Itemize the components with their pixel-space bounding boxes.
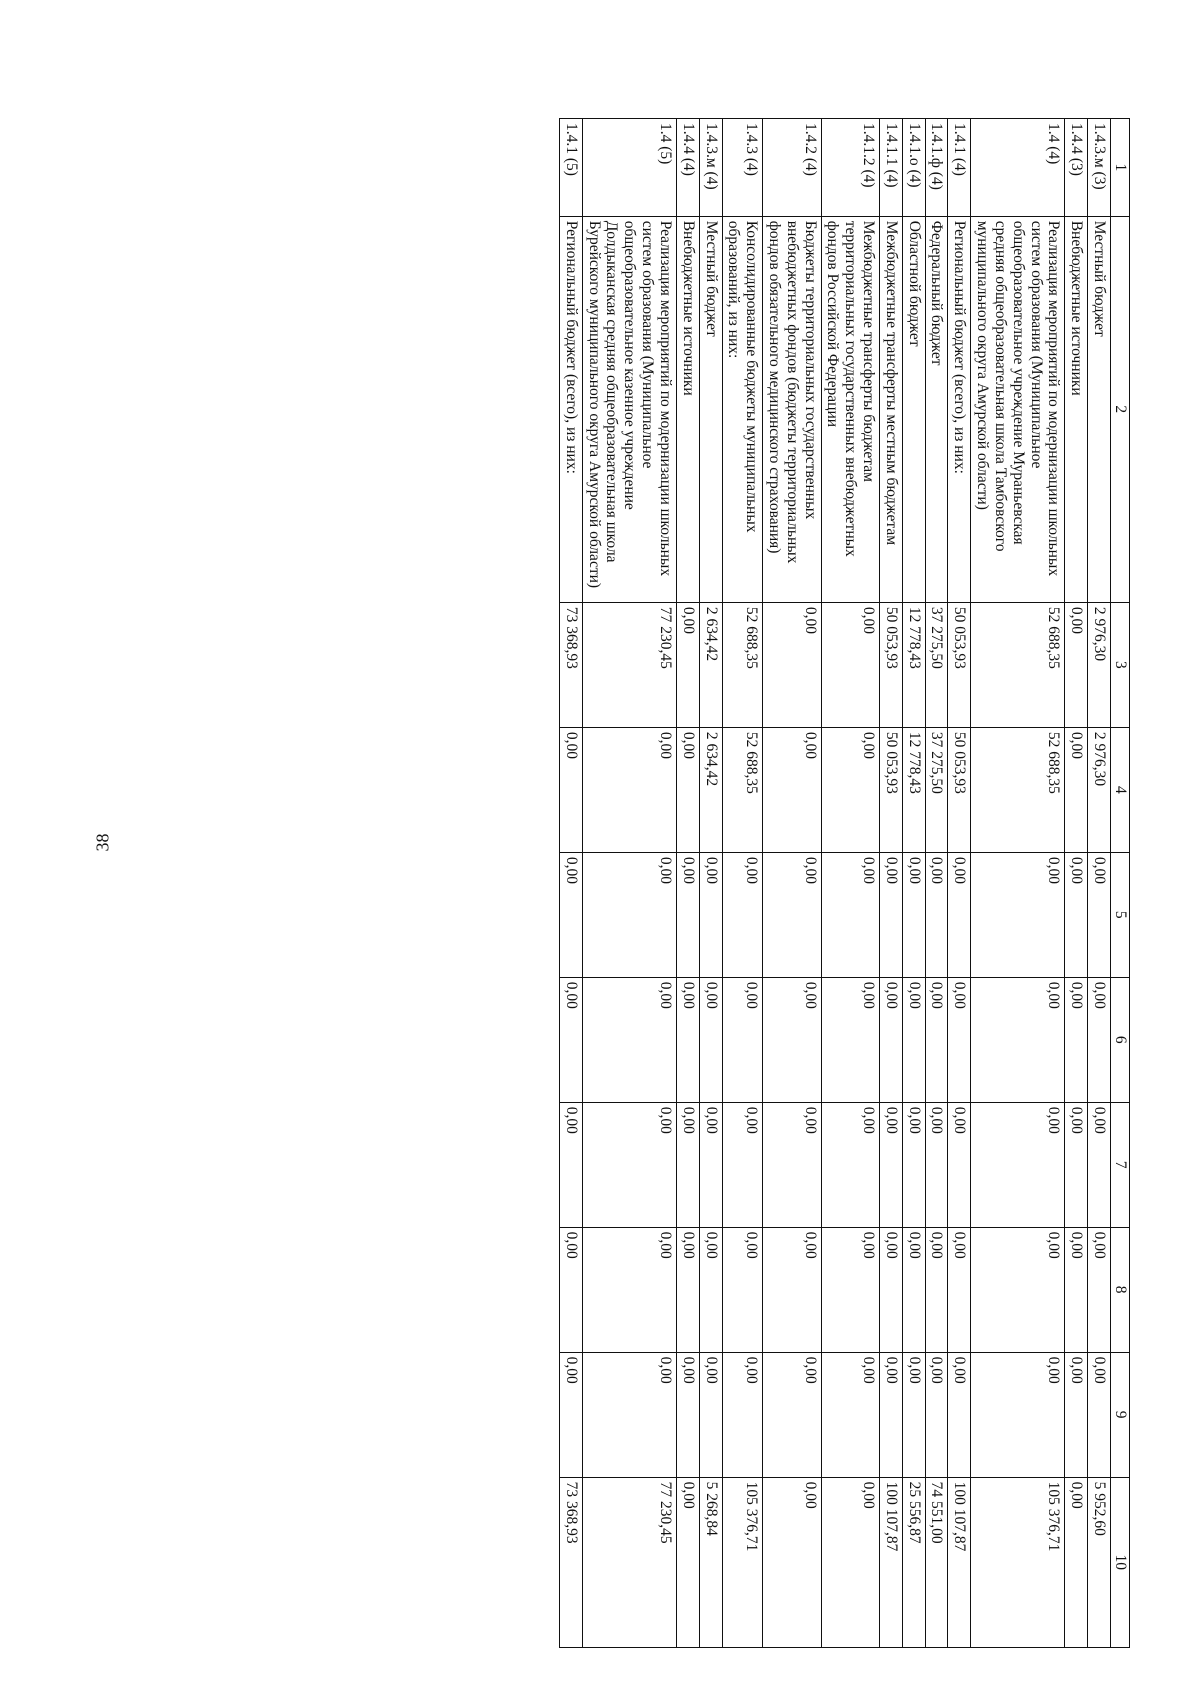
value-cell: 0,00 [722,977,763,1102]
value-cell: 0,00 [676,1102,699,1227]
value-cell: 50 053,93 [880,727,903,852]
header-row [1111,119,1130,1648]
value-cell: 0,00 [821,602,879,727]
value-cell: 0,00 [582,977,676,1102]
value-cell: 0,00 [925,1102,948,1227]
row-code: 1.4.4 (3) [1065,119,1088,217]
row-name: Местный бюджет [699,216,722,602]
value-cell: 52 688,35 [722,602,763,727]
value-cell: 0,00 [699,1352,722,1477]
value-cell: 50 053,93 [948,602,971,727]
table-row [1088,119,1111,1648]
column-header: 5 [1111,852,1130,977]
value-cell: 0,00 [1065,602,1088,727]
value-cell: 0,00 [1065,1227,1088,1352]
value-cell: 0,00 [902,1227,925,1352]
value-cell: 0,00 [1065,1477,1088,1647]
value-cell: 0,00 [1088,1102,1111,1227]
value-cell: 0,00 [722,1227,763,1352]
value-cell: 37 275,50 [925,727,948,852]
row-name: Реализация мероприятий по модернизации школьных систем образования (Муниципальное общеобразовательное учреждение Мураньевская средняя общеобразовательная школа Тамбовского муниципального округа Амурской области) [971,216,1065,602]
value-cell: 0,00 [880,1352,903,1477]
value-cell: 0,00 [676,1477,699,1647]
value-cell: 0,00 [560,1102,583,1227]
value-cell: 0,00 [560,1227,583,1352]
row-code: 1.4.1.1 (4) [880,119,903,217]
budget-table-container [185,118,1130,1648]
value-cell: 0,00 [880,1102,903,1227]
table-row [925,119,948,1648]
value-cell: 2 634,42 [699,727,722,852]
row-name: Областной бюджет [902,216,925,602]
value-cell: 0,00 [821,1352,879,1477]
value-cell: 0,00 [676,602,699,727]
value-cell: 0,00 [948,852,971,977]
value-cell: 0,00 [902,1352,925,1477]
column-header: 8 [1111,1227,1130,1352]
value-cell: 0,00 [948,1227,971,1352]
table-row [699,119,722,1648]
row-name: Консолидированные бюджеты муниципальных образований, из них: [722,216,763,602]
value-cell: 0,00 [971,852,1065,977]
value-cell: 5 268,84 [699,1477,722,1647]
value-cell: 100 107,87 [948,1477,971,1647]
table-row [971,119,1065,1648]
value-cell: 0,00 [925,852,948,977]
row-code: 1.4.2 (4) [763,119,821,217]
row-code: 1.4.4 (4) [676,119,699,217]
table-row [722,119,763,1648]
value-cell: 0,00 [1088,977,1111,1102]
value-cell: 0,00 [763,852,821,977]
row-code: 1.4.3 (4) [722,119,763,217]
value-cell: 0,00 [948,1352,971,1477]
row-name: Местный бюджет [1088,216,1111,602]
value-cell: 0,00 [763,1102,821,1227]
value-cell: 0,00 [699,1227,722,1352]
value-cell: 0,00 [821,852,879,977]
value-cell: 12 778,43 [902,602,925,727]
column-header: 4 [1111,727,1130,852]
value-cell: 0,00 [880,1227,903,1352]
value-cell: 52 688,35 [971,602,1065,727]
value-cell: 2 976,30 [1088,727,1111,852]
value-cell: 0,00 [699,852,722,977]
column-header: 10 [1111,1477,1130,1647]
table-body [560,119,1111,1648]
value-cell: 0,00 [1065,1102,1088,1227]
row-code: 1.4.3.м (3) [1088,119,1111,217]
value-cell: 50 053,93 [948,727,971,852]
column-header: 3 [1111,602,1130,727]
table-row [821,119,879,1648]
value-cell: 0,00 [763,602,821,727]
value-cell: 0,00 [902,977,925,1102]
value-cell: 0,00 [763,1227,821,1352]
row-name: Бюджеты территориальных государственных внебюджетных фондов (бюджеты территориальных фондов обязательного медицинского страхования) [763,216,821,602]
value-cell: 0,00 [971,1352,1065,1477]
value-cell: 52 688,35 [971,727,1065,852]
value-cell: 52 688,35 [722,727,763,852]
value-cell: 0,00 [582,1227,676,1352]
value-cell: 73 368,93 [560,602,583,727]
value-cell: 0,00 [1088,1352,1111,1477]
value-cell: 12 778,43 [902,727,925,852]
row-code: 1.4.3.м (4) [699,119,722,217]
column-header: 7 [1111,1102,1130,1227]
value-cell: 0,00 [560,977,583,1102]
value-cell: 0,00 [676,852,699,977]
value-cell: 5 952,60 [1088,1477,1111,1647]
table-row [880,119,903,1648]
table-row [948,119,971,1648]
value-cell: 0,00 [1088,852,1111,977]
value-cell: 100 107,87 [880,1477,903,1647]
value-cell: 0,00 [880,977,903,1102]
value-cell: 50 053,93 [880,602,903,727]
value-cell: 0,00 [763,1477,821,1647]
value-cell: 0,00 [948,1102,971,1227]
value-cell: 0,00 [560,852,583,977]
row-name: Внебюджетные источники [1065,216,1088,602]
row-name: Внебюджетные источники [676,216,699,602]
value-cell: 0,00 [821,1227,879,1352]
value-cell: 37 275,50 [925,602,948,727]
value-cell: 0,00 [880,852,903,977]
value-cell: 0,00 [821,1477,879,1647]
value-cell: 25 556,87 [902,1477,925,1647]
value-cell: 0,00 [821,1102,879,1227]
value-cell: 0,00 [676,727,699,852]
row-code: 1.4.1 (4) [948,119,971,217]
value-cell: 0,00 [1065,727,1088,852]
table-row [763,119,821,1648]
value-cell: 74 551,00 [925,1477,948,1647]
budget-table [559,118,1130,1648]
row-code: 1.4.1.ф (4) [925,119,948,217]
value-cell: 0,00 [722,852,763,977]
value-cell: 105 376,71 [722,1477,763,1647]
value-cell: 77 230,45 [582,1477,676,1647]
value-cell: 0,00 [1065,852,1088,977]
table-row [582,119,676,1648]
value-cell: 0,00 [676,977,699,1102]
column-header: 1 [1111,119,1130,217]
column-header: 6 [1111,977,1130,1102]
value-cell: 2 634,42 [699,602,722,727]
value-cell: 0,00 [582,1102,676,1227]
value-cell: 0,00 [902,1102,925,1227]
value-cell: 0,00 [763,977,821,1102]
value-cell: 0,00 [763,727,821,852]
page-number: 38 [92,833,113,852]
row-code: 1.4 (5) [582,119,676,217]
value-cell: 0,00 [1065,1352,1088,1477]
value-cell: 0,00 [582,727,676,852]
value-cell: 0,00 [948,977,971,1102]
value-cell: 0,00 [1065,977,1088,1102]
value-cell: 0,00 [722,1352,763,1477]
row-name: Межбюджетные трансферты бюджетам территориальных государственных внебюджетных фондов Российской Федерации [821,216,879,602]
row-name: Межбюджетные трансферты местным бюджетам [880,216,903,602]
value-cell: 0,00 [925,977,948,1102]
row-name: Региональный бюджет (всего), из них: [560,216,583,602]
value-cell: 0,00 [821,727,879,852]
value-cell: 0,00 [699,977,722,1102]
row-name: Региональный бюджет (всего), из них: [948,216,971,602]
value-cell: 0,00 [560,727,583,852]
value-cell: 0,00 [676,1227,699,1352]
value-cell: 0,00 [925,1227,948,1352]
row-code: 1.4.1 (5) [560,119,583,217]
row-code: 1.4.1.о (4) [902,119,925,217]
value-cell: 105 376,71 [971,1477,1065,1647]
column-header: 2 [1111,216,1130,602]
value-cell: 0,00 [676,1352,699,1477]
value-cell: 0,00 [699,1102,722,1227]
value-cell: 0,00 [582,852,676,977]
value-cell: 0,00 [971,1102,1065,1227]
value-cell: 0,00 [560,1352,583,1477]
table-row [676,119,699,1648]
value-cell: 0,00 [1088,1227,1111,1352]
column-header: 9 [1111,1352,1130,1477]
value-cell: 0,00 [763,1352,821,1477]
row-code: 1.4.1.2 (4) [821,119,879,217]
table-row [1065,119,1088,1648]
value-cell: 77 230,45 [582,602,676,727]
value-cell: 0,00 [582,1352,676,1477]
row-name: Федеральный бюджет [925,216,948,602]
value-cell: 0,00 [971,1227,1065,1352]
value-cell: 0,00 [925,1352,948,1477]
table-row [902,119,925,1648]
value-cell: 2 976,30 [1088,602,1111,727]
row-code: 1.4 (4) [971,119,1065,217]
value-cell: 0,00 [902,852,925,977]
value-cell: 0,00 [971,977,1065,1102]
value-cell: 0,00 [722,1102,763,1227]
value-cell: 0,00 [821,977,879,1102]
value-cell: 73 368,93 [560,1477,583,1647]
row-name: Реализация мероприятий по модернизации школьных систем образования (Муниципальное общеобразовательное казенное учреждение Долдыканская средняя общеобразовательная школа Бурейского муниципального округа Амурской области) [582,216,676,602]
table-row [560,119,583,1648]
